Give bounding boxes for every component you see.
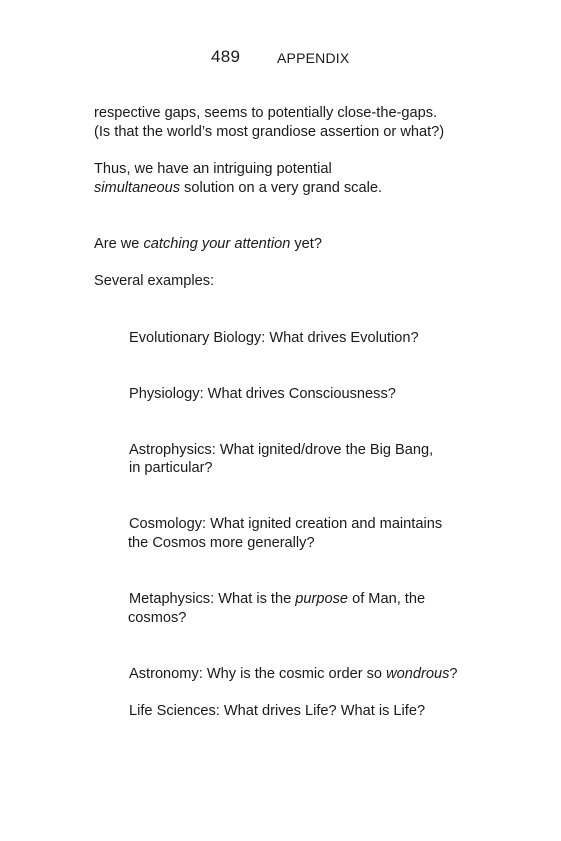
- example-evolutionary-biology: Evolutionary Biology: What drives Evolution?: [129, 330, 419, 346]
- example-metaphysics-line-2: cosmos?: [128, 610, 187, 626]
- metaphysics-post: of Man, the: [348, 591, 426, 607]
- paragraph-1-line-1: respective gaps, seems to potentially close-the-gaps.: [94, 105, 438, 121]
- paragraph-2-line-2: [94, 179, 382, 198]
- metaphysics-pre: Metaphysics: What is the: [129, 591, 296, 607]
- paragraph-2-line-2-rest: solution on a very grand scale.: [180, 180, 382, 196]
- paragraph-3: [94, 235, 322, 254]
- example-astrophysics-line-1: Astrophysics: What ignited/drove the Big Bang,: [129, 442, 434, 458]
- astronomy-pre: Astronomy: Why is the cosmic order so: [129, 666, 387, 682]
- example-life-sciences: Life Sciences: What drives Life? What is Life?: [129, 703, 426, 719]
- astronomy-post: ?: [449, 666, 458, 682]
- example-astrophysics-line-2: in particular?: [129, 460, 213, 476]
- emphasis-wondrous: wondrous: [386, 666, 450, 682]
- example-metaphysics-line-1: [129, 590, 425, 609]
- paragraph-3-post: yet?: [290, 236, 322, 252]
- example-cosmology-line-1: Cosmology: What ignited creation and maintains: [129, 516, 443, 532]
- emphasis-simultaneous: simultaneous: [94, 180, 180, 196]
- emphasis-purpose: purpose: [295, 591, 349, 607]
- paragraph-1-line-2: (Is that the world’s most grandiose assertion or what?): [94, 124, 445, 140]
- example-astronomy: [129, 665, 458, 684]
- page-header: [0, 47, 561, 71]
- paragraph-4: Several examples:: [94, 273, 215, 289]
- emphasis-catching-attention: catching your attention: [143, 236, 291, 252]
- paragraph-2-line-1: Thus, we have an intriguing potential: [94, 161, 332, 177]
- example-physiology: Physiology: What drives Consciousness?: [129, 386, 396, 402]
- example-cosmology-line-2: the Cosmos more generally?: [128, 535, 315, 551]
- page-number: 489: [211, 47, 241, 66]
- paragraph-3-pre: Are we: [94, 236, 144, 252]
- running-head: APPENDIX: [277, 50, 350, 66]
